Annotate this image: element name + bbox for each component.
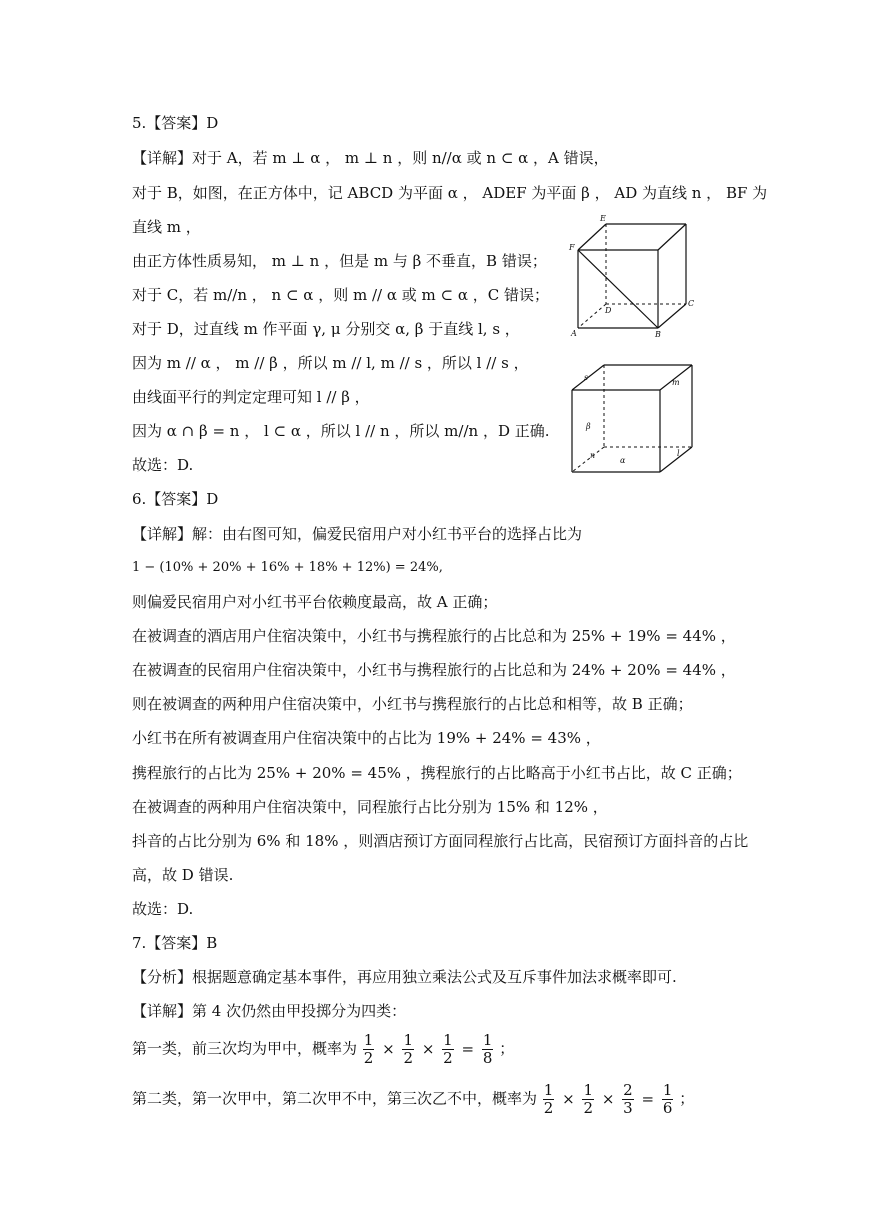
answer-6-formula: 1 − (10% + 20% + 16% + 18% + 12%) = 24%, (132, 560, 443, 575)
answer-7-detail-1: 【详解】第 4 次仍然由甲投掷分为四类： (132, 1002, 407, 1020)
answer-6-detail-4: 在被调查的民宿用户住宿决策中，小红书与携程旅行的占比总和为 24% + 20% = 44% ， (132, 661, 736, 679)
case-2-fraction-1: $\frac{1}{2}$ (543, 1081, 554, 1117)
answer-5-detail-b2: 由正方体性质易知， m ⊥ n ，但是 m 与 β 不垂直，B 错误； (132, 252, 547, 270)
cube-1-label-a: A (571, 329, 577, 338)
cube-1-label-f: F (569, 243, 575, 252)
cube-1-label-d: D (605, 306, 612, 315)
answer-5-detail-a: 【详解】对于 A，若 m ⊥ α ， m ⊥ n ，则 n//α 或 n ⊂ α ，A 错误， (132, 149, 609, 167)
answer-7-analysis: 【分析】根据题意确定基本事件，再应用独立乘法公式及互斥事件加法求概率即可. (132, 968, 677, 986)
answer-6-detail-2: 则偏爱民宿用户对小红书平台依赖度最高，故 A 正确； (132, 593, 498, 611)
case-2-fraction-2: $\frac{1}{2}$ (583, 1081, 594, 1117)
answer-5-detail-b: 对于 B，如图，在正方体中，记 ABCD 为平面 α ， ADEF 为平面 β ， AD 为直线 n ， BF 为 (132, 184, 768, 202)
answer-5-detail-b-cont: 直线 m ， (132, 218, 201, 236)
answer-5-detail-d4: 因为 α ∩ β = n ， l ⊂ α ，所以 l // n ，所以 m//n ，D 正确. (132, 422, 550, 440)
answer-5-heading: 5.【答案】D (132, 114, 219, 132)
answer-5-detail-d2: 因为 m // α ， m // β ，所以 m // l, m // s ，所以 l // s ， (132, 354, 529, 372)
case-1-fraction-1: $\frac{1}{2}$ (363, 1031, 374, 1067)
cube-2-label-s: s (584, 373, 589, 382)
case-1-fraction-2: $\frac{1}{2}$ (403, 1031, 414, 1067)
answer-5-detail-d: 对于 D，过直线 m 作平面 γ, μ 分别交 α, β 于直线 l, s ， (132, 320, 520, 338)
case-2-fraction-3: $\frac{2}{3}$ (623, 1081, 633, 1117)
answer-6-detail-3: 在被调查的酒店用户住宿决策中，小红书与携程旅行的占比总和为 25% + 19% = 44% ， (132, 627, 736, 645)
answer-6-detail-9: 抖音的占比分别为 6% 和 18% ，则酒店预订方面同程旅行占比高，民宿预订方面抖音的占比 (132, 832, 749, 850)
answer-5-choice: 故选：D. (132, 456, 194, 474)
answer-5-detail-d3: 由线面平行的判定定理可知 l // β ， (132, 388, 370, 406)
case-2-result: $\frac{1}{6}$ (662, 1081, 673, 1117)
cube-2-label-beta: β (586, 422, 591, 431)
cube-1-label-b: B (655, 330, 661, 339)
answer-6-choice: 故选：D. (132, 900, 194, 918)
answer-5-detail-c: 对于 C，若 m//n ， n ⊂ α ，则 m // α 或 m ⊂ α ，C 错误； (132, 286, 549, 304)
cube-2-label-n: n (590, 451, 596, 460)
case-1-text: 第一类，前三次均为甲中，概率为 (132, 1039, 358, 1058)
cube-2-label-alpha: α (620, 456, 626, 465)
answer-6-detail-10: 高，故 D 错误. (132, 866, 234, 884)
case-1-result: $\frac{1}{8}$ (482, 1031, 493, 1067)
answer-6-heading: 6.【答案】D (132, 490, 219, 508)
cube-1-edges (578, 224, 686, 328)
answer-6-detail-8: 在被调查的两种用户住宿决策中，同程旅行占比分别为 15% 和 12% ， (132, 798, 608, 816)
answer-6-detail-5: 则在被调查的两种用户住宿决策中，小红书与携程旅行的占比总和相等，故 B 正确； (132, 695, 693, 713)
cube-figure-2 (560, 355, 710, 480)
answer-7-case-1: 第一类，前三次均为甲中，概率为 $\frac{1}{2}$ × $\frac{1}{2}$ × $\frac{1}{2}$ = $\frac{1}{8}$ ； (132, 1031, 515, 1067)
answer-6-detail-6: 小红书在所有被调查用户住宿决策中的占比为 19% + 24% = 43% ， (132, 729, 601, 747)
cube-figure-1 (560, 212, 710, 342)
cube-1-label-e: E (600, 214, 606, 223)
cube-2-label-m: m (672, 378, 680, 387)
cube-1-label-c: C (688, 299, 695, 308)
case-2-text: 第二类，第一次甲中，第二次甲不中，第三次乙不中，概率为 (132, 1089, 538, 1108)
answer-7-case-2: 第二类，第一次甲中，第二次甲不中，第三次乙不中，概率为 $\frac{1}{2}$ × $\frac{1}{2}$ × $\frac{2}{3}$ = $\frac{1}{6}$ ； (132, 1081, 695, 1117)
answer-6-detail-7: 携程旅行的占比为 25% + 20% = 45% ，携程旅行的占比略高于小红书占比，故 C 正确； (132, 764, 742, 782)
cube-2-label-l: l (677, 449, 680, 458)
answer-7-heading: 7.【答案】B (132, 934, 218, 952)
answer-6-detail-1: 【详解】解：由右图可知，偏爱民宿用户对小红书平台的选择占比为 (132, 525, 583, 543)
case-1-fraction-3: $\frac{1}{2}$ (443, 1031, 453, 1067)
